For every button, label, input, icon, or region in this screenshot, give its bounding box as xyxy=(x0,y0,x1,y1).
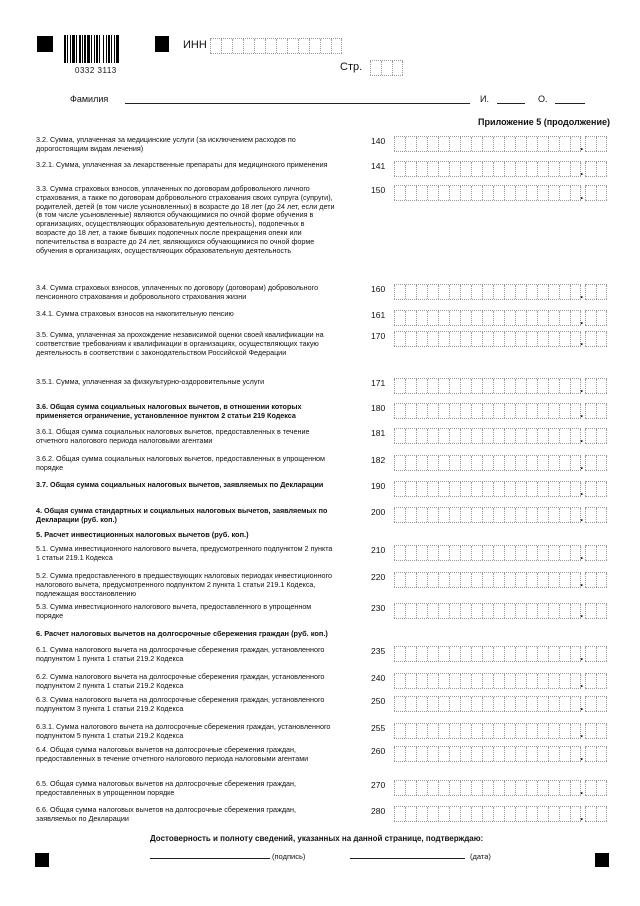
amount-kopecks-cells[interactable] xyxy=(585,545,607,561)
amount-kopecks-cells[interactable] xyxy=(585,455,607,471)
initial-o-label: О. xyxy=(538,94,548,104)
amount-kopecks-cells[interactable] xyxy=(585,185,607,201)
surname-field[interactable] xyxy=(125,103,470,104)
decimal-separator: . xyxy=(580,548,584,562)
amount-rubles-cells[interactable] xyxy=(394,507,584,524)
row-code: 280 xyxy=(371,806,386,816)
row-description: 3.5. Сумма, уплаченная за прохождение независимой оценки своей квалификации на соответствие требованиям к квалификации в организациях, осуществляющих такую деятельность в соответствии с законодательством Российской Федерации xyxy=(36,330,324,357)
decimal-separator: . xyxy=(580,783,584,797)
row-code: 161 xyxy=(371,310,386,320)
row-description: 5.2. Сумма предоставленного в предшествующих налоговых периодах инвестиционного налогового вычета, предусмотренного подпунктом 2 пункта 1 статьи 219.1 Кодекса, подлежащая восстановлению xyxy=(36,571,333,598)
amount-rubles-cells[interactable] xyxy=(394,284,584,301)
corner-marker-bottom-right xyxy=(595,853,609,867)
row-description: 6.3. Сумма налогового вычета на долгосрочные сбережения граждан, установленного подпунктом 3 пункта 1 статьи 219.2 Кодекса xyxy=(36,695,325,713)
row-code: 182 xyxy=(371,455,386,465)
amount-kopecks-cells[interactable] xyxy=(585,572,607,588)
decimal-separator: . xyxy=(580,188,584,202)
date-field[interactable] xyxy=(350,858,465,859)
amount-kopecks-cells[interactable] xyxy=(585,746,607,762)
row-description: 6.6. Общая сумма налоговых вычетов на долгосрочные сбережения граждан, заявляемых по Декларации xyxy=(36,805,297,823)
row-code: 240 xyxy=(371,673,386,683)
decimal-separator: . xyxy=(580,458,584,472)
amount-kopecks-cells[interactable] xyxy=(585,136,607,152)
amount-kopecks-cells[interactable] xyxy=(585,723,607,739)
amount-rubles-cells[interactable] xyxy=(394,455,584,472)
decimal-separator: . xyxy=(580,606,584,620)
row-code: 170 xyxy=(371,331,386,341)
row-code: 180 xyxy=(371,403,386,413)
amount-rubles-cells[interactable] xyxy=(394,545,584,562)
decimal-separator: . xyxy=(580,676,584,690)
date-label: (дата) xyxy=(470,852,491,861)
decimal-separator: . xyxy=(580,649,584,663)
surname-label: Фамилия xyxy=(70,94,109,104)
row-code: 171 xyxy=(371,378,386,388)
amount-rubles-cells[interactable] xyxy=(394,572,584,589)
amount-rubles-cells[interactable] xyxy=(394,378,584,395)
amount-rubles-cells[interactable] xyxy=(394,331,584,348)
row-description: 5.1. Сумма инвестиционного налогового вычета, предусмотренного подпунктом 2 пункта 1 статьи 219.1 Кодекса xyxy=(36,544,333,562)
section-header-long-term-savings: 6. Расчет налоговых вычетов на долгосрочные сбережения граждан (руб. коп.) xyxy=(36,629,328,638)
amount-rubles-cells[interactable] xyxy=(394,780,584,797)
row-code: 250 xyxy=(371,696,386,706)
decimal-separator: . xyxy=(580,510,584,524)
corner-marker-top-right xyxy=(155,36,169,52)
row-description: 6.2. Сумма налогового вычета на долгосрочные сбережения граждан, установленного подпунктом 2 пункта 1 статьи 219.2 Кодекса xyxy=(36,672,325,690)
initial-i-label: И. xyxy=(480,94,489,104)
amount-kopecks-cells[interactable] xyxy=(585,806,607,822)
row-description: 3.6. Общая сумма социальных налоговых вычетов, в отношении которых применяется ограничение, установленное пунктом 2 статьи 219 Кодекса xyxy=(36,402,302,420)
row-code: 230 xyxy=(371,603,386,613)
amount-rubles-cells[interactable] xyxy=(394,403,584,420)
row-code: 270 xyxy=(371,780,386,790)
decimal-separator: . xyxy=(580,699,584,713)
row-description: 5.3. Сумма инвестиционного налогового вычета, предоставленного в упрощенном порядке xyxy=(36,602,312,620)
barcode xyxy=(64,35,146,63)
amount-kopecks-cells[interactable] xyxy=(585,696,607,712)
row-description: 3.4. Сумма страховых взносов, уплаченных по договору (договорам) добровольного пенсионного страхования и добровольного страхования жизни xyxy=(36,283,319,301)
row-code: 235 xyxy=(371,646,386,656)
amount-rubles-cells[interactable] xyxy=(394,603,584,620)
row-description: 3.2. Сумма, уплаченная за медицинские услуги (за исключением расходов по дорогостоящим видам лечения) xyxy=(36,135,296,153)
row-description: 3.7. Общая сумма социальных налоговых вычетов, заявляемых по Декларации xyxy=(36,480,324,489)
initial-o-field[interactable] xyxy=(555,103,585,104)
row-description: 3.6.1. Общая сумма социальных налоговых вычетов, предоставленных в течение отчетного налогового периода налоговыми агентами xyxy=(36,427,310,445)
amount-rubles-cells[interactable] xyxy=(394,481,584,498)
amount-rubles-cells[interactable] xyxy=(394,161,584,178)
corner-marker-top-left xyxy=(37,36,53,52)
amount-rubles-cells[interactable] xyxy=(394,746,584,763)
row-code: 200 xyxy=(371,507,386,517)
initial-i-field[interactable] xyxy=(497,103,525,104)
amount-rubles-cells[interactable] xyxy=(394,806,584,823)
row-description: 6.5. Общая сумма налоговых вычетов на долгосрочные сбережения граждан, предоставленных в упрощенном порядке xyxy=(36,779,297,797)
decimal-separator: . xyxy=(580,139,584,153)
decimal-separator: . xyxy=(580,726,584,740)
amount-kopecks-cells[interactable] xyxy=(585,284,607,300)
amount-kopecks-cells[interactable] xyxy=(585,161,607,177)
amount-kopecks-cells[interactable] xyxy=(585,331,607,347)
decimal-separator: . xyxy=(580,575,584,589)
amount-rubles-cells[interactable] xyxy=(394,136,584,153)
row-description: 6.4. Общая сумма налоговых вычетов на долгосрочные сбережения граждан, предоставленных в течение отчетного налогового периода налоговыми агентами xyxy=(36,745,309,763)
barcode-number: 0332 3113 xyxy=(75,66,117,75)
amount-kopecks-cells[interactable] xyxy=(585,481,607,497)
decimal-separator: . xyxy=(580,164,584,178)
amount-rubles-cells[interactable] xyxy=(394,673,584,690)
row-description: 6.1. Сумма налогового вычета на долгосрочные сбережения граждан, установленного подпунктом 1 пункта 1 статьи 219.2 Кодекса xyxy=(36,645,325,663)
decimal-separator: . xyxy=(580,287,584,301)
row-code: 160 xyxy=(371,284,386,294)
row-code: 220 xyxy=(371,572,386,582)
row-code: 140 xyxy=(371,136,386,146)
page-label: Стр. xyxy=(340,61,363,73)
amount-kopecks-cells[interactable] xyxy=(585,673,607,689)
amount-kopecks-cells[interactable] xyxy=(585,310,607,326)
signature-field[interactable] xyxy=(150,858,270,859)
section-header-investment: 5. Расчет инвестиционных налоговых вычетов (руб. коп.) xyxy=(36,530,249,539)
decimal-separator: . xyxy=(580,381,584,395)
amount-rubles-cells[interactable] xyxy=(394,646,584,663)
decimal-separator: . xyxy=(580,809,584,823)
row-description: 3.5.1. Сумма, уплаченная за физкультурно-оздоровительные услуги xyxy=(36,377,265,386)
row-code: 141 xyxy=(371,161,386,171)
amount-kopecks-cells[interactable] xyxy=(585,428,607,444)
decimal-separator: . xyxy=(580,406,584,420)
row-code: 260 xyxy=(371,746,386,756)
row-code: 255 xyxy=(371,723,386,733)
amount-kopecks-cells[interactable] xyxy=(585,403,607,419)
amount-rubles-cells[interactable] xyxy=(394,723,584,740)
row-description: 3.4.1. Сумма страховых взносов на накопительную пенсию xyxy=(36,309,234,318)
amount-kopecks-cells[interactable] xyxy=(585,507,607,523)
row-description: 3.6.2. Общая сумма социальных налоговых вычетов, предоставленных в упрощенном порядке xyxy=(36,454,325,472)
amount-kopecks-cells[interactable] xyxy=(585,780,607,796)
row-code: 181 xyxy=(371,428,386,438)
inn-label: ИНН xyxy=(183,39,207,51)
decimal-separator: . xyxy=(580,431,584,445)
signature-label: (подпись) xyxy=(272,852,306,861)
appendix-title: Приложение 5 (продолжение) xyxy=(478,117,610,127)
amount-rubles-cells[interactable] xyxy=(394,185,584,202)
amount-rubles-cells[interactable] xyxy=(394,310,584,327)
row-description: 4. Общая сумма стандартных и социальных налоговых вычетов, заявляемых по Декларации (руб. коп.) xyxy=(36,506,328,524)
row-code: 210 xyxy=(371,545,386,555)
decimal-separator: . xyxy=(580,313,584,327)
decimal-separator: . xyxy=(580,749,584,763)
page-number-cells[interactable] xyxy=(370,60,403,76)
amount-kopecks-cells[interactable] xyxy=(585,378,607,394)
row-description: 3.2.1. Сумма, уплаченная за лекарственные препараты для медицинского применения xyxy=(36,160,328,169)
row-code: 150 xyxy=(371,185,386,195)
amount-rubles-cells[interactable] xyxy=(394,696,584,713)
corner-marker-bottom-left xyxy=(35,853,49,867)
decimal-separator: . xyxy=(580,334,584,348)
certification-text: Достоверность и полноту сведений, указанных на данной странице, подтверждаю: xyxy=(150,834,484,843)
row-description: 3.3. Сумма страховых взносов, уплаченных по договорам добровольного личного страхования, а также по договорам добровольного страхования своих супруга (супруги), родителей, детей (в том числе усыновленных) в возрасте до 18 лет (до 24 лет, если дети (в том числе усыновленные) являются обучающимися по очной форме обучения в организациях, осуществляющих образовательную деятельность), подопечных в возрасте до 18 лет, а также бывших подопечных после прекращения опеки или попечительства в возрасте до 24 лет, являющихся обучающимися по очной форме обучения в организациях, осуществляющих образовательную деятельность xyxy=(36,184,335,255)
inn-cells[interactable] xyxy=(210,38,342,54)
amount-kopecks-cells[interactable] xyxy=(585,646,607,662)
row-code: 190 xyxy=(371,481,386,491)
row-description: 6.3.1. Сумма налогового вычета на долгосрочные сбережения граждан, установленного подпунктом 5 пункта 1 статьи 219.2 Кодекса xyxy=(36,722,331,740)
amount-rubles-cells[interactable] xyxy=(394,428,584,445)
decimal-separator: . xyxy=(580,484,584,498)
amount-kopecks-cells[interactable] xyxy=(585,603,607,619)
